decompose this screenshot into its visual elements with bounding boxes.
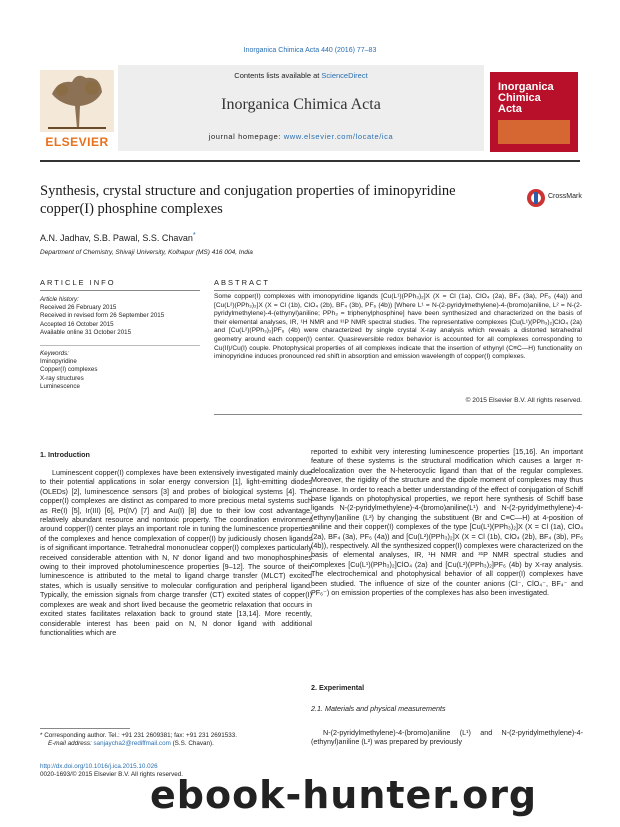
- keyword: X-ray structures: [40, 374, 84, 382]
- email-line: [40, 740, 310, 748]
- email-link[interactable]: sanjaycha2@rediffmail.com: [93, 740, 171, 748]
- abstract-heading: ABSTRACT: [214, 278, 271, 287]
- journal-homepage: [118, 132, 484, 141]
- email-suffix: (S.S. Chavan).: [170, 740, 214, 748]
- article-info-heading: ARTICLE INFO: [40, 278, 116, 287]
- keyword: Copper(I) complexes: [40, 366, 98, 374]
- header-rule: [40, 160, 580, 162]
- cover-title-line: Chimica: [498, 92, 541, 104]
- section-heading-experimental: 2. Experimental: [311, 683, 365, 692]
- paragraph: reported to exhibit very interesting luminescence properties [15,16]. An important feature of these systems is the structural modification which causes a larger π-delocalization over the N-heterocyclic ligand than that of the regular complexes. Moreover, the rigidity of the structure and the dipole moment of complexes may thus increase. In order to reach a better understanding of the effect of conjugation of Schiff base ligands on photophysical properties, we report here synthesis of Schiff base ligands N-(2-pyridylmethylene)-4-(bromo)aniline(L¹) and N-(2-pyridylmethylene)-4-(ethynyl)aniline (L²) by changing the substituent (Br and C≡C—H) at 4-position of aniline and their copper(I) complexes of the type [Cu(L¹)(PPh₃)₂]X (X = Cl (1a), ClO₄ (2a), BF₄ (3a), PF₆ (4a)) and [Cu(L²)(PPh₃)₂]X (X = Cl (1b), ClO₄ (2b), BF₄ (3b), PF₆ (4b)), respectively. All the synthesized copper(I) complexes were characterized on the basis of elemental analyses, IR, ¹H NMR and ³¹P NMR spectral studies and complexes [Cu(L¹)(PPh₃)₂]ClO₄ (2a) and [Cu(L²)(PPh₃)₂]PF₆ (4b) by X-ray analysis. The electrochemical and photophysical behavior of all copper(I) complexes have been studied. The influence of size of the counter anions (Cl⁻, ClO₄⁻, BF₄⁻ and PF₆⁻) on emission properties of the complexes has also been investigated.: [311, 447, 583, 598]
- info-rule: [40, 290, 200, 291]
- paragraph: Luminescent copper(I) complexes have been extensively investigated mainly due to their potential applications in solar energy conversion [1], light-emitting diodes (OLEDs) [2], luminescence sensors [3] and probes of biological systems [4]. The copper(I) complexes are distinct as compared to more precious metal systems such as Re(I) [5], Ir(III) [6], Pt(IV) [7] and Au(I) [8] due to their low cost advantage, relatively abundant resource and nontoxic property. The coordination environment around copper(I) center plays an important role in tuning the luminescence properties of the complexes and hence complexation of copper(I) by judiciously chosen ligands is of significant importance. Tetrahedral mononuclear copper(I) complexes particularly received considerable attention with N, N′ donor ligand and two monophosphines owing to their improved photoluminescence properties [9–12]. The source of their luminescence is attributed to the metal to ligand charge transfer (MLCT) excited states, which is usually sensitive to molecular configuration and peripheral ligand. Typically, the emission signals from charge transfer (CT) excited states of copper(I) complexes are weak and short lived because the geometric relaxation that occurs in excited states facilitates relaxation back to ground state [13,14]. More recently, considerable interest has been paid on N, N donor ligand with additional functionalities which are: [40, 468, 312, 637]
- title-line: copper(I) phosphine complexes: [40, 201, 223, 217]
- history-item: Received in revised form 26 September 2015: [40, 312, 165, 320]
- cover-graphic: [498, 120, 570, 144]
- email-label: E-mail address:: [48, 740, 94, 748]
- homepage-prefix: journal homepage:: [208, 132, 284, 141]
- paragraph: N-(2-pyridylmethylene)-4-(bromo)aniline (L¹) and N-(2-pyridylmethylene)-4-(ethynyl)aniline (L²) was prepared by previously: [311, 728, 583, 747]
- journal-cover-image: [490, 72, 578, 152]
- crossmark-badge[interactable]: [526, 188, 586, 210]
- keywords: [40, 350, 205, 391]
- introduction-body: [40, 468, 312, 637]
- abstract-copyright: © 2015 Elsevier B.V. All rights reserved.: [465, 397, 582, 404]
- history-item: Received 26 February 2015: [40, 304, 117, 312]
- contents-prefix: Contents lists available at: [234, 71, 322, 80]
- contents-available: [118, 71, 484, 80]
- article-title: [40, 182, 520, 218]
- materials-body: [311, 728, 583, 747]
- history-label: Article history:: [40, 296, 79, 303]
- affiliation: Department of Chemistry, Shivaji University, Kolhapur (MS) 416 004, India: [40, 249, 253, 256]
- sciencedirect-link[interactable]: ScienceDirect: [321, 71, 368, 80]
- cover-title: [498, 82, 554, 115]
- crossmark-icon: [526, 188, 546, 208]
- corresponding-footnote: [40, 732, 310, 748]
- keywords-label: Keywords:: [40, 350, 69, 357]
- abstract-rule: [214, 290, 582, 291]
- author-list: [40, 230, 196, 243]
- info-divider: [40, 345, 200, 346]
- abstract-text: Some copper(I) complexes with imonopyridine ligands [Cu(L¹)(PPh₃)₂]X (X = Cl (1a), ClO₄ (2a), BF₄ (3a), PF₆ (4a)) and [Cu(L²)(PPh₃)₂]X (X = Cl (1b), ClO₄ (2b), BF₄ (3b), PF₆ (4b)) [Where L¹ = N-(2-pyridylmethylene)-4-(bromo)aniline, L² = N-(2-pyridylmethylene)-4-(ethynyl)aniline; PPh₃ = triphenylphosphine] have been synthesized and characterized on the basis of their elemental analyses, IR, ¹H NMR and ³¹P NMR spectral studies. The representative complexes [Cu(L¹)(PPh₃)₂]ClO₄ (2a) and [Cu(L²)(PPh₃)₂]PF₆ (4b) were characterized by single crystal X-ray analysis which reveals a distorted tetrahedral geometry around each copper(I) center. Quasireversible redox behavior is accounted for all complexes corresponding to Cu(II)/Cu(I) couple. Photophysical properties of all complexes indicate that the insertion of ethynyl (C≡C—H) functionality on iminopyridine induces pronounced red shift in absorption and emission wavelength of copper(I) complexes.: [214, 293, 582, 361]
- keyword: Luminescence: [40, 382, 80, 390]
- history-item: Accepted 16 October 2015: [40, 320, 114, 328]
- issn-line: 0020-1693/© 2015 Elsevier B.V. All rights reserved.: [40, 771, 184, 779]
- footnote-rule: [40, 728, 130, 729]
- watermark-text: ebook-hunter.org: [150, 773, 538, 817]
- article-history: [40, 296, 205, 337]
- cover-title-line: Inorganica: [498, 81, 554, 93]
- keyword: Iminopyridine: [40, 358, 77, 366]
- abstract-end-rule: [214, 414, 582, 415]
- elsevier-wordmark: ELSEVIER: [45, 135, 109, 149]
- corresponding-author-mark[interactable]: *: [192, 230, 196, 239]
- cover-title-line: Acta: [498, 103, 522, 115]
- subsection-heading-materials: 2.1. Materials and physical measurements: [311, 704, 446, 713]
- homepage-link[interactable]: www.elsevier.com/locate/ica: [283, 132, 394, 141]
- journal-citation[interactable]: Inorganica Chimica Acta 440 (2016) 77–83: [243, 47, 377, 54]
- section-heading-introduction: 1. Introduction: [40, 450, 90, 459]
- history-item: Available online 31 October 2015: [40, 328, 132, 336]
- journal-title: Inorganica Chimica Acta: [221, 96, 381, 113]
- doi-link[interactable]: http://dx.doi.org/10.1016/j.ica.2015.10.026: [40, 763, 158, 770]
- title-line: Synthesis, crystal structure and conjugation properties of iminopyridine: [40, 183, 456, 199]
- crossmark-label: CrossMark: [548, 193, 582, 200]
- corresponding-author-note: * Corresponding author. Tel.: +91 231 2609381; fax: +91 231 2691533.: [40, 732, 237, 739]
- authors-text: A.N. Jadhav, S.B. Pawal, S.S. Chavan: [40, 233, 193, 243]
- right-column-body: [311, 447, 583, 598]
